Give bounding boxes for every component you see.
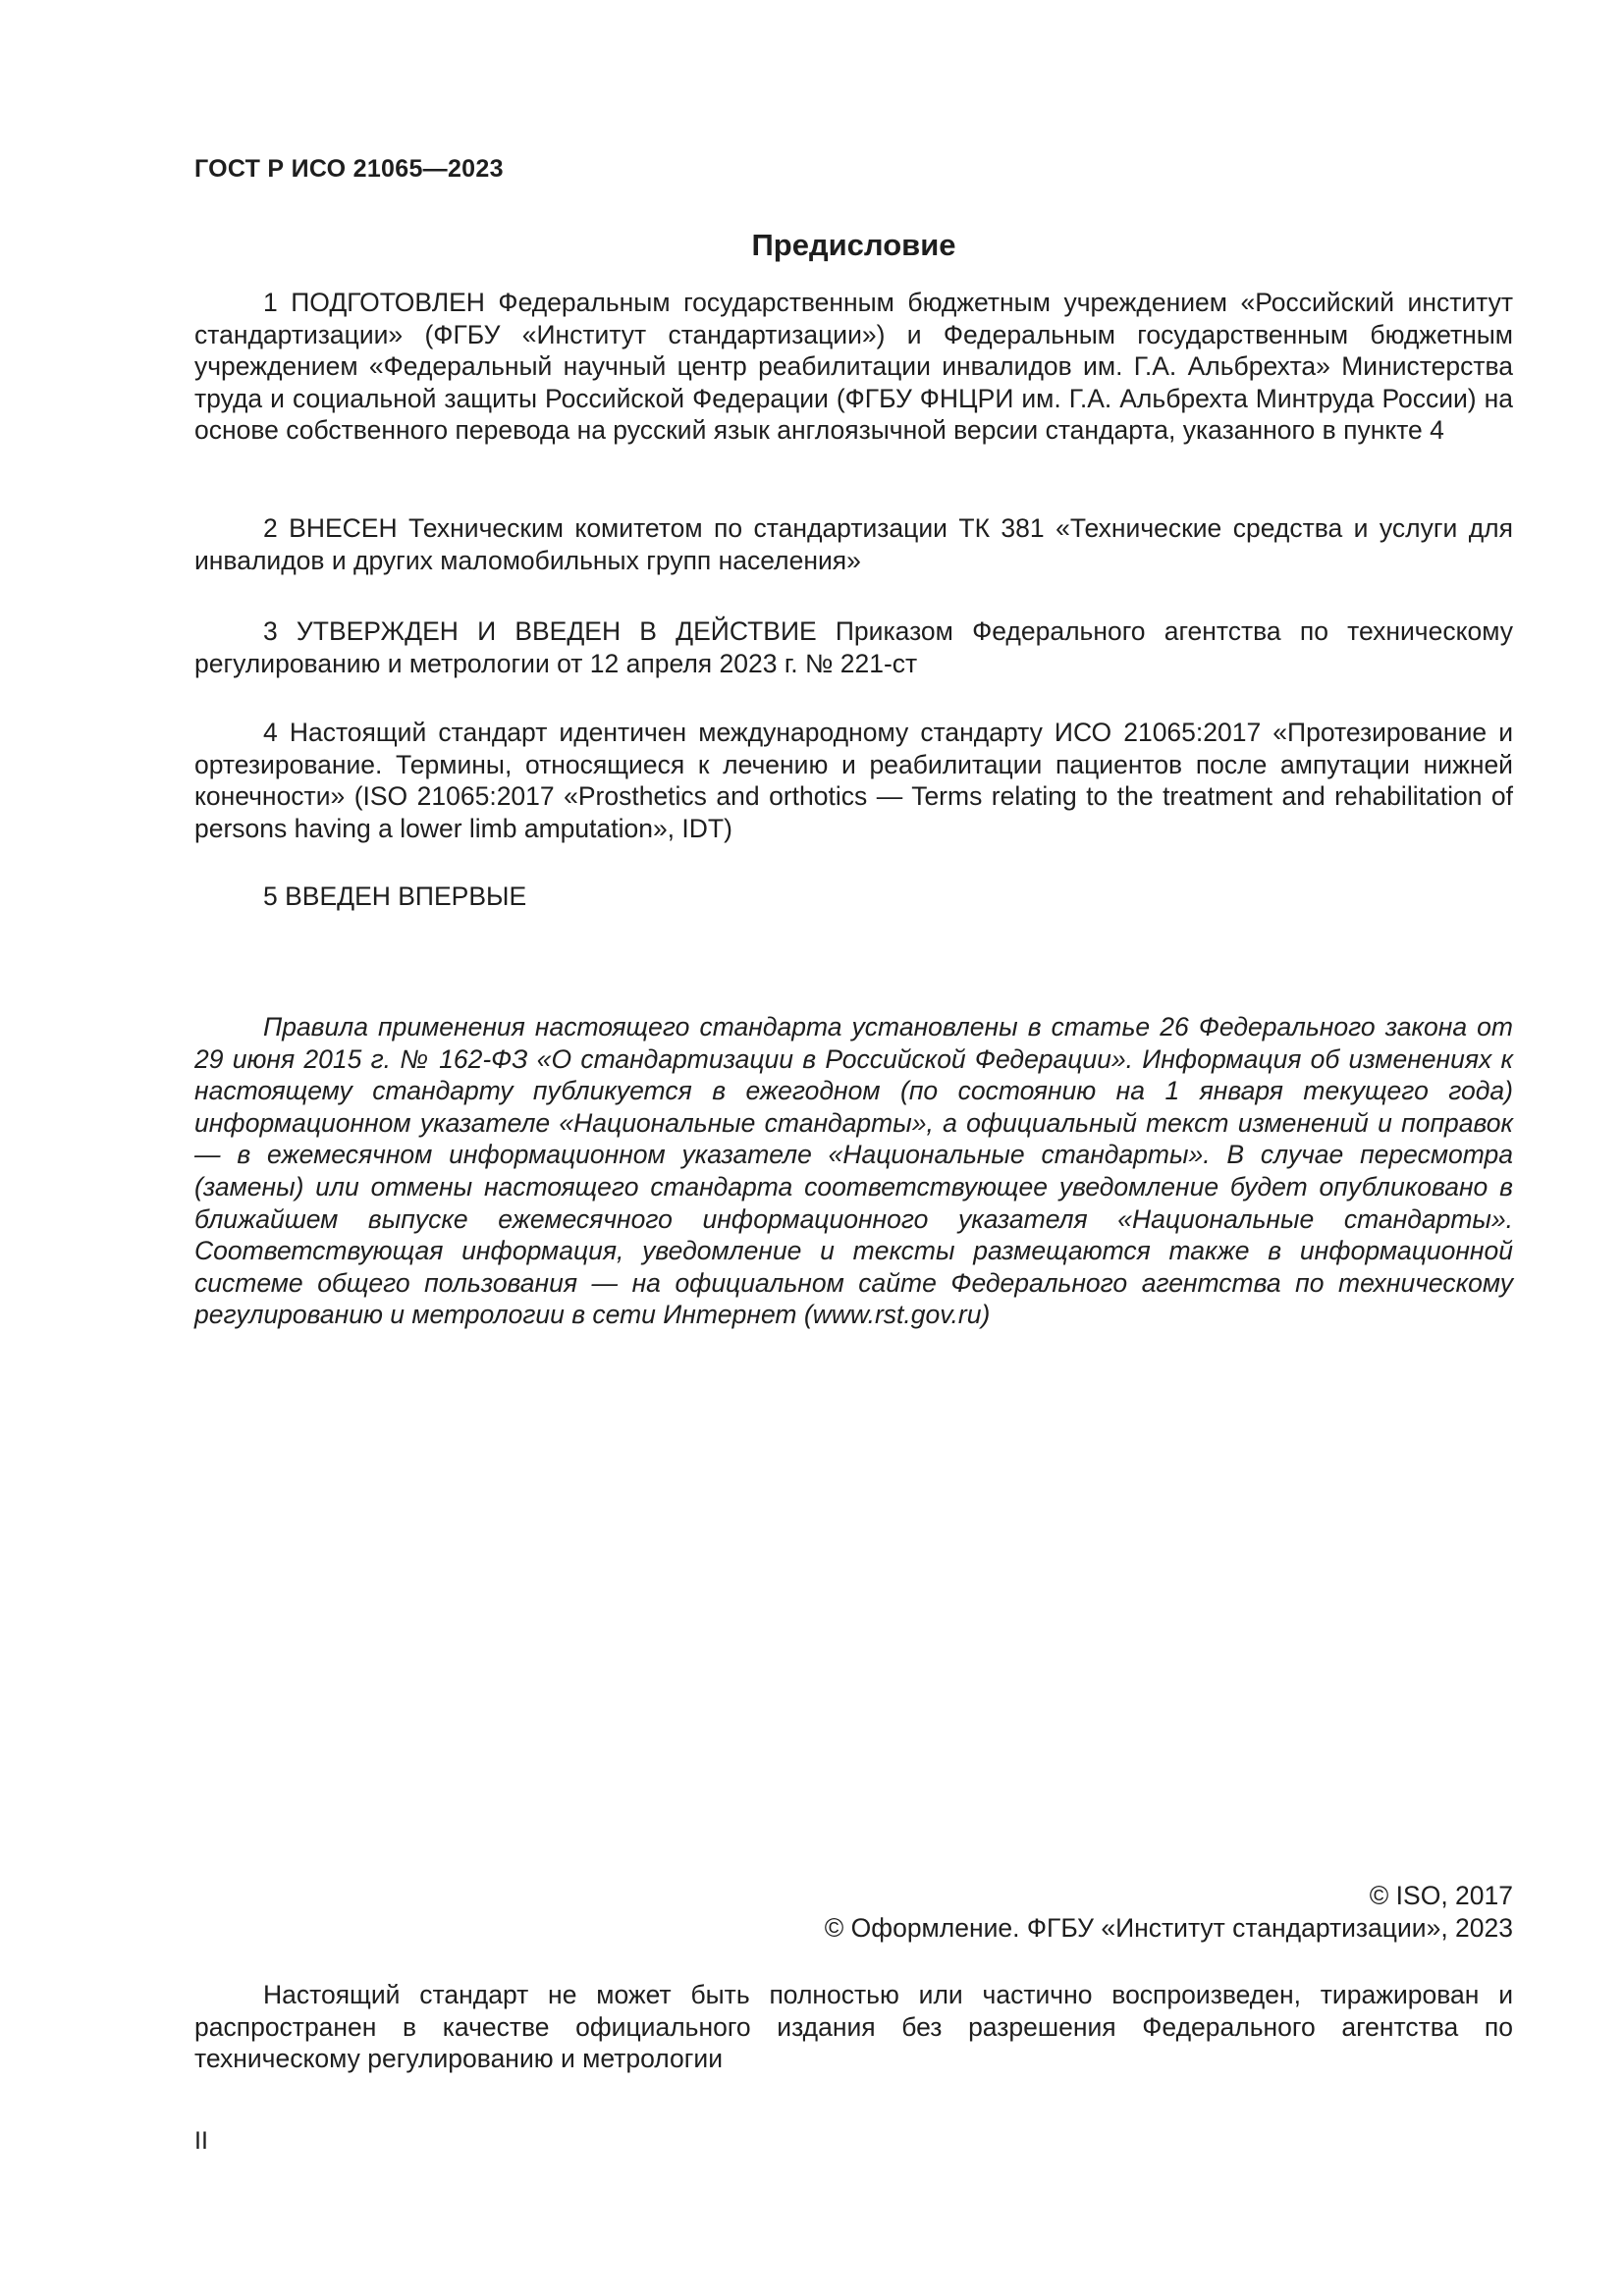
- reproduction-notice: Настоящий стандарт не может быть полностью или частично воспроизведен, тиражирован и распространен в качестве официального издания без разрешения Федерального агентства по техническому регулированию и метрологии: [194, 1980, 1513, 2074]
- foreword-item-2: 2 ВНЕСЕН Техническим комитетом по стандартизации ТК 381 «Технические средства и услуги для инвалидов и других маломобильных групп населения»: [194, 513, 1513, 575]
- page-title: Предисловие: [751, 228, 956, 262]
- document-code-header: ГОСТ Р ИСО 21065—2023: [194, 155, 504, 183]
- foreword-item-3: 3 УТВЕРЖДЕН И ВВЕДЕН В ДЕЙСТВИЕ Приказом Федерального агентства по техническому регулированию и метрологии от 12 апреля 2023 г. № 221-ст: [194, 616, 1513, 678]
- page-number: II: [194, 2127, 208, 2155]
- application-rules-text: Правила применения настоящего стандарта установлены в статье 26 Федерального закона от 29 июня 2015 г. № 162-ФЗ «О стандартизации в Российской Федерации». Информация об изменениях к настоящему стандарту публикуется в ежегодном (по состоянию на 1 января текущего года) информационном указателе «Национальные стандарты», а официальный текст изменений и поправок — в ежемесячном информационном указателе «Национальные стандарты». В случае пересмотра (замены) или отмены настоящего стандарта соответствующее уведомление будет опубликовано в ближайшем выпуске ежемесячного информационного указателя «Национальные стандарты». Соответствующая информация, уведомление и тексты размещаются также в информационной системе общего пользования — на официальном сайте Федерального агентства по техническому регулированию и метрологии в сети Интернет (www.rst.gov.ru): [194, 1012, 1513, 1330]
- copyright-iso: © ISO, 2017: [1369, 1881, 1513, 1910]
- copyright-design: © Оформление. ФГБУ «Институт стандартизации», 2023: [824, 1913, 1513, 1943]
- foreword-item-1: 1 ПОДГОТОВЛЕН Федеральным государственным бюджетным учреждением «Российский институт стандартизации» (ФГБУ «Институт стандартизации») и Федеральным государственным бюджетным учреждением «Федеральный научный центр реабилитации инвалидов им. Г.А. Альбрехта» Министерства труда и социальной защиты Российской Федерации (ФГБУ ФНЦРИ им. Г.А. Альбрехта Минтруда России) на основе собственного перевода на русский язык англоязычной версии стандарта, указанного в пункте 4: [194, 288, 1513, 446]
- foreword-item-4: 4 Настоящий стандарт идентичен международному стандарту ИСО 21065:2017 «Протезирование и ортезирование. Термины, относящиеся к лечению и реабилитации пациентов после ампутации нижней конечности» (ISO 21065:2017 «Prosthetics and orthotics — Terms relating to the treatment and rehabilitation of persons having a lower limb amputation», IDT): [194, 718, 1513, 843]
- foreword-item-5: 5 ВВЕДЕН ВПЕРВЫЕ: [263, 881, 527, 911]
